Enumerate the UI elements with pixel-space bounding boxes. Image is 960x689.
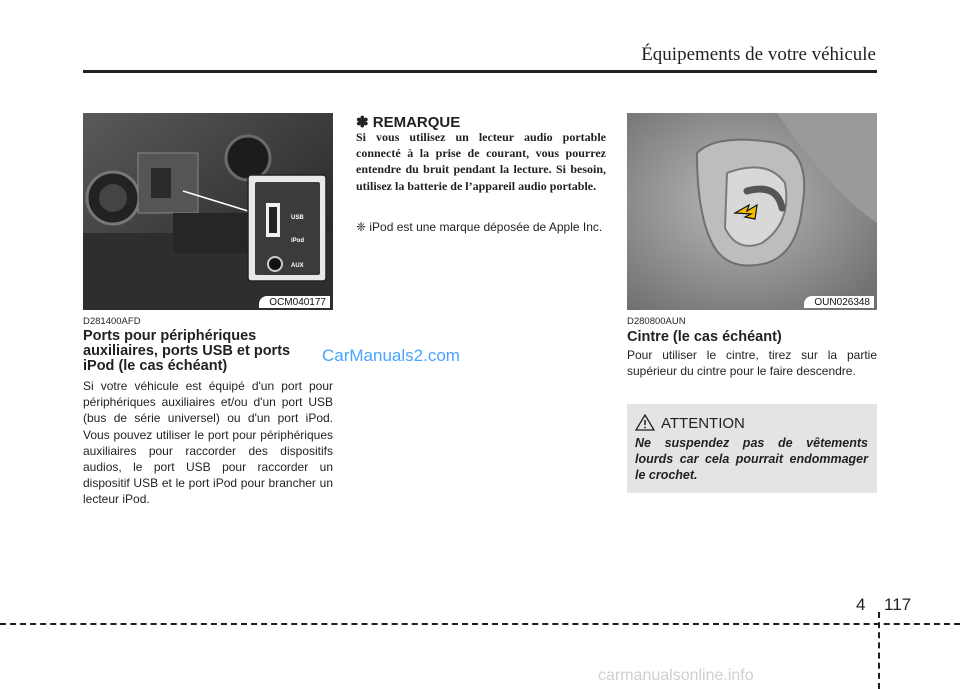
coat-hook-illustration — [627, 113, 877, 310]
attention-box — [627, 404, 877, 493]
page-header-title: Équipements de votre véhicule — [641, 44, 876, 65]
image-id-label: OCM040177 — [259, 296, 330, 308]
section-heading-line: auxiliaires, ports USB et ports — [83, 343, 291, 359]
section-body: Pour utiliser le cintre, tirez sur la partie supérieur du cintre pour le faire descendre. — [627, 348, 877, 379]
section-body: Si votre véhicule est équipé d'un port pour périphériques auxiliaires et/ou d'un port USB (bus de série universel) ou d'un port iPod. Vous pouvez utiliser le port pour périphériques auxiliaires pour raccorder des dispositifs audios, le port USB pour raccorder un dispositif USB et le port iPod pour brancher un lecteur iPod. — [83, 379, 333, 507]
header-rule — [83, 70, 877, 73]
section-code: D281400AFD — [83, 316, 141, 327]
warning-triangle-icon — [635, 414, 655, 436]
attention-body: Ne suspendez pas de vêtements lourds car cela pourrait endommager le crochet. — [635, 436, 868, 482]
footer-rule — [0, 623, 960, 625]
inset-label-aux: AUX — [291, 263, 304, 269]
section-heading — [83, 329, 333, 374]
inset-label-usb: USB — [291, 215, 304, 221]
section-heading-line: Ports pour périphériques — [83, 328, 257, 344]
attention-title: ATTENTION — [661, 415, 745, 432]
section-heading-line: iPod (le cas échéant) — [83, 358, 228, 374]
section-code: D280800AUN — [627, 316, 686, 327]
trademark-note: ❈ iPod est une marque déposée de Apple Inc. — [356, 220, 603, 234]
chapter-number: 4 — [856, 595, 866, 614]
console-illustration — [83, 113, 333, 310]
remark-title: ✽ REMARQUE — [356, 114, 461, 131]
carmanuals-watermark: CarManuals2.com — [322, 346, 460, 365]
usb-ipod-aux-photo — [83, 113, 333, 310]
footer-divider — [878, 612, 880, 689]
image-id-label: OUN026348 — [804, 296, 874, 308]
page-number: 117 — [884, 595, 912, 614]
coat-hook-photo — [627, 113, 877, 310]
section-heading: Cintre (le cas échéant) — [627, 329, 782, 345]
bottom-watermark: carmanualsonline.info — [598, 667, 754, 684]
inset-label-ipod: iPod — [291, 238, 304, 244]
remark-body: Si vous utilisez un lecteur audio portable connecté à la prise de courant, vous pourrez entendre du bruit pendant la lecture. Si besoin, utilisez la batterie de l’appareil audio portable. — [356, 130, 606, 193]
